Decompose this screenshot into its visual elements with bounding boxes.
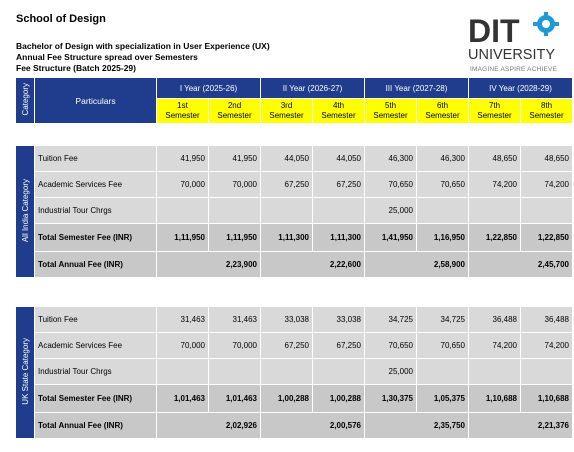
fee-cell: 33,038 <box>313 307 365 333</box>
fee-cell: 70,000 <box>209 333 261 359</box>
fee-cell: 1,11,300 <box>261 224 313 252</box>
fee-cell: 67,250 <box>261 333 313 359</box>
fee-cell: 67,250 <box>261 172 313 198</box>
fee-cell <box>157 198 209 224</box>
fee-cell: 70,000 <box>209 172 261 198</box>
fee-cell <box>469 359 521 385</box>
semester-8-header: 8th Semester <box>521 99 573 124</box>
section-category-label: UK State Category <box>16 307 35 439</box>
fee-cell: 48,650 <box>521 146 573 172</box>
fee-cell <box>157 359 209 385</box>
fee-cell <box>521 198 573 224</box>
fee-cell: 70,650 <box>365 172 417 198</box>
annual-fee-cell: 2,45,700 <box>469 252 573 278</box>
fee-cell: 46,300 <box>365 146 417 172</box>
gear-icon <box>533 12 559 36</box>
fee-cell: 1,11,950 <box>157 224 209 252</box>
annual-fee-cell: 2,00,576 <box>261 413 365 439</box>
year-1-header: I Year (2025-26) <box>157 78 261 99</box>
row-label: Total Semester Fee (INR) <box>35 385 157 413</box>
fee-cell: 67,250 <box>313 172 365 198</box>
row-label: Total Annual Fee (INR) <box>35 413 157 439</box>
fee-cell: 1,16,950 <box>417 224 469 252</box>
fee-cell: 31,463 <box>209 307 261 333</box>
category-header: Category <box>16 78 35 124</box>
fee-cell <box>209 198 261 224</box>
fee-cell: 36,488 <box>521 307 573 333</box>
fee-cell: 1,00,288 <box>313 385 365 413</box>
semester-4-header: 4th Semester <box>313 99 365 124</box>
fee-cell: 74,200 <box>521 172 573 198</box>
fee-cell: 1,10,688 <box>469 385 521 413</box>
batch-title: Fee Structure (Batch 2025-29) <box>16 63 136 73</box>
logo-university: UNIVERSITY <box>468 47 556 63</box>
row-label: Total Annual Fee (INR) <box>35 252 157 278</box>
annual-fee-cell: 2,22,600 <box>261 252 365 278</box>
annual-fee-cell: 2,02,926 <box>157 413 261 439</box>
row-label: Academic Services Fee <box>35 172 157 198</box>
fee-cell: 70,000 <box>157 333 209 359</box>
fee-cell: 44,050 <box>261 146 313 172</box>
fee-cell <box>209 359 261 385</box>
fee-cell <box>313 359 365 385</box>
annual-fee-cell: 2,21,376 <box>469 413 573 439</box>
fee-cell: 33,038 <box>261 307 313 333</box>
fee-spread-title: Annual Fee Structure spread over Semesters <box>16 52 198 62</box>
fee-cell: 1,01,463 <box>157 385 209 413</box>
row-label: Industrial Tour Chrgs <box>35 359 157 385</box>
fee-cell: 41,950 <box>157 146 209 172</box>
fee-cell: 41,950 <box>209 146 261 172</box>
fee-cell: 1,22,850 <box>521 224 573 252</box>
semester-7-header: 7th Semester <box>469 99 521 124</box>
fee-table-header <box>15 77 573 124</box>
fee-cell: 1,22,850 <box>469 224 521 252</box>
program-title: Bachelor of Design with specialization in User Experience (UX) <box>16 41 270 51</box>
section-category-label: All India Category <box>16 146 35 278</box>
logo-wordmark: DIT <box>468 13 520 49</box>
fee-cell: 1,10,688 <box>521 385 573 413</box>
semester-3-header: 3rd Semester <box>261 99 313 124</box>
semester-5-header: 5th Semester <box>365 99 417 124</box>
logo-tagline: IMAGINE ASPIRE ACHIEVE <box>470 66 558 73</box>
fee-cell: 48,650 <box>469 146 521 172</box>
fee-cell <box>417 359 469 385</box>
fee-cell: 70,650 <box>417 172 469 198</box>
particulars-header: Particulars <box>35 78 157 124</box>
fee-cell: 67,250 <box>313 333 365 359</box>
fee-cell: 1,11,950 <box>209 224 261 252</box>
fee-cell: 25,000 <box>365 198 417 224</box>
fee-cell: 1,11,300 <box>313 224 365 252</box>
year-4-header: IV Year (2028-29) <box>469 78 573 99</box>
annual-fee-cell: 2,35,750 <box>365 413 469 439</box>
fee-cell: 70,650 <box>417 333 469 359</box>
fee-cell: 34,725 <box>365 307 417 333</box>
semester-1-header: 1st Semester <box>157 99 209 124</box>
row-label: Total Semester Fee (INR) <box>35 224 157 252</box>
row-label: Industrial Tour Chrgs <box>35 198 157 224</box>
fee-cell: 25,000 <box>365 359 417 385</box>
fee-cell: 1,30,375 <box>365 385 417 413</box>
fee-cell: 70,000 <box>157 172 209 198</box>
semester-2-header: 2nd Semester <box>209 99 261 124</box>
fee-cell: 31,463 <box>157 307 209 333</box>
all-india-section <box>15 145 573 278</box>
row-label: Tuition Fee <box>35 307 157 333</box>
fee-cell <box>417 198 469 224</box>
fee-cell <box>313 198 365 224</box>
fee-cell: 74,200 <box>469 172 521 198</box>
uk-state-section <box>15 306 573 439</box>
fee-cell: 1,41,950 <box>365 224 417 252</box>
annual-fee-cell: 2,58,900 <box>365 252 469 278</box>
row-label: Tuition Fee <box>35 146 157 172</box>
fee-cell: 74,200 <box>521 333 573 359</box>
fee-cell <box>521 359 573 385</box>
fee-cell: 1,05,375 <box>417 385 469 413</box>
fee-cell <box>469 198 521 224</box>
fee-cell: 36,488 <box>469 307 521 333</box>
fee-cell: 70,650 <box>365 333 417 359</box>
row-label: Academic Services Fee <box>35 333 157 359</box>
semester-6-header: 6th Semester <box>417 99 469 124</box>
fee-cell: 1,00,288 <box>261 385 313 413</box>
fee-cell: 74,200 <box>469 333 521 359</box>
fee-cell: 46,300 <box>417 146 469 172</box>
fee-cell: 1,01,463 <box>209 385 261 413</box>
year-3-header: III Year (2027-28) <box>365 78 469 99</box>
school-title: School of Design <box>16 13 106 25</box>
year-2-header: II Year (2026-27) <box>261 78 365 99</box>
annual-fee-cell: 2,23,900 <box>157 252 261 278</box>
fee-cell <box>261 359 313 385</box>
fee-cell: 44,050 <box>313 146 365 172</box>
fee-cell: 34,725 <box>417 307 469 333</box>
fee-cell <box>261 198 313 224</box>
